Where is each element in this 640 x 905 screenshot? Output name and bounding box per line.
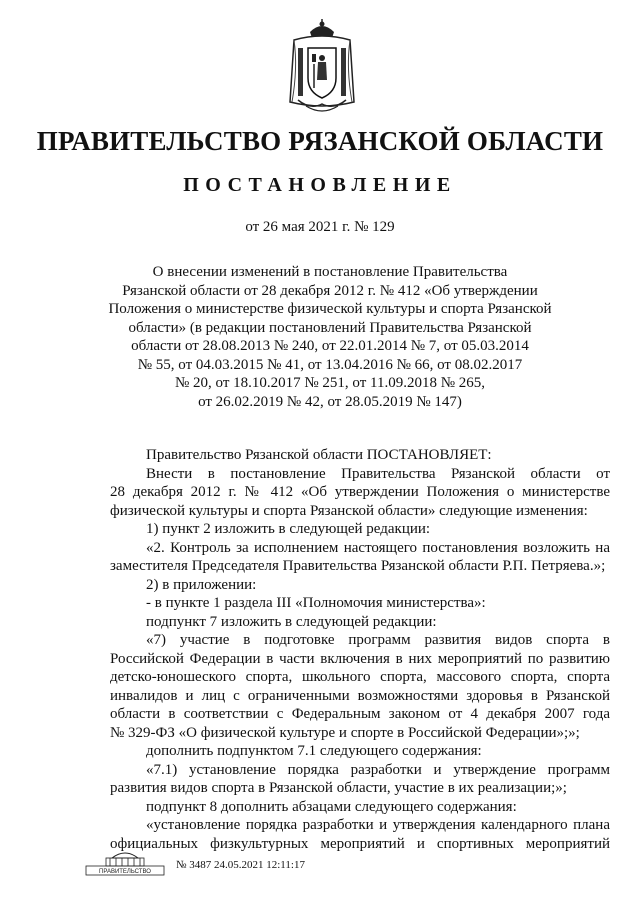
body-line: Российской Федерации в части включения в них мероприятий по развитию (110, 650, 610, 667)
subject-line: Положения о министерстве физической культуры и спорта Рязанской (108, 301, 552, 317)
subject-line: области» (в редакции постановлений Правительства Рязанской (128, 319, 532, 336)
government-building-logo (84, 848, 166, 876)
body-line: 28 декабря 2012 г. № 412 «Об утверждении Положения о министерстве (110, 484, 610, 500)
body-line: № 329-ФЗ «О физической культуре и спорте в Российской Федерации»;»; (110, 724, 580, 741)
coat-of-arms-emblem (284, 18, 360, 116)
subject-line: области от 28.08.2013 № 240, от 22.01.2014 № 7, от 05.03.2014 (131, 338, 529, 354)
body-line: «7) участие в подготовке программ развития видов спорта в (146, 632, 610, 648)
body-line: подпункт 8 дополнить абзацами следующего содержания: (146, 798, 517, 815)
registration-stamp: № 3487 24.05.2021 12:11:17 (176, 859, 305, 871)
body-line: детско-юношеского спорта, школьного спорта, массового спорта, спорта (110, 669, 610, 685)
body-line: 1) пункт 2 изложить в следующей редакции: (146, 521, 431, 537)
body-line: официальных физкультурных мероприятий и спортивных мероприятий (110, 835, 610, 852)
decree-body (110, 446, 610, 853)
body-line: «7.1) установление порядка разработки и утверждение программ (146, 761, 610, 778)
subject-line: Рязанской области от 28 декабря 2012 г. № 412 «Об утверждении (122, 282, 538, 299)
document-type-title: ПОСТАНОВЛЕНИЕ (183, 174, 457, 196)
decree-date-number: от 26 мая 2021 г. № 129 (245, 219, 395, 235)
body-line: 2) в приложении: (146, 576, 257, 593)
body-line: подпункт 7 изложить в следующей редакции: (146, 613, 437, 630)
body-line: «установление порядка разработки и утверждения календарного плана (146, 817, 610, 833)
body-line: физической культуры и спорта Рязанской области» следующие изменения: (110, 502, 588, 519)
government-title: ПРАВИТЕЛЬСТВО РЯЗАНСКОЙ ОБЛАСТИ (36, 126, 604, 156)
decree-subject (100, 263, 560, 411)
body-line: Внести в постановление Правительства Рязанской области от (146, 465, 610, 482)
body-line: области в соответствии с Федеральным законом от 4 декабря 2007 года (110, 706, 610, 722)
body-line: инвалидов и лиц с ограниченными возможностями здоровья в Рязанской (110, 687, 610, 704)
logo-caption: ПРАВИТЕЛЬСТВО (99, 869, 151, 875)
subject-line: № 55, от 04.03.2015 № 41, от 13.04.2016 № 66, от 08.02.2017 (137, 356, 523, 373)
body-line: развития видов спорта в Рязанской области, участие в их реализации;»; (110, 780, 567, 796)
registration-footer (84, 848, 484, 876)
subject-line: от 26.02.2019 № 42, от 28.05.2019 № 147) (198, 393, 462, 410)
subject-line: О внесении изменений в постановление Правительства (152, 264, 508, 280)
subject-line: № 20, от 18.10.2017 № 251, от 11.09.2018 № 265, (174, 375, 486, 391)
body-line: - в пункте 1 раздела III «Полномочия министерства»: (146, 595, 486, 611)
body-line: «2. Контроль за исполнением настоящего постановления возложить на (146, 539, 610, 556)
body-line: Правительство Рязанской области ПОСТАНОВЛЯЕТ: (146, 447, 492, 463)
body-line: дополнить подпунктом 7.1 следующего содержания: (146, 743, 482, 759)
body-line: заместителя Председателя Правительства Рязанской области Р.П. Петряева.»; (110, 558, 606, 574)
